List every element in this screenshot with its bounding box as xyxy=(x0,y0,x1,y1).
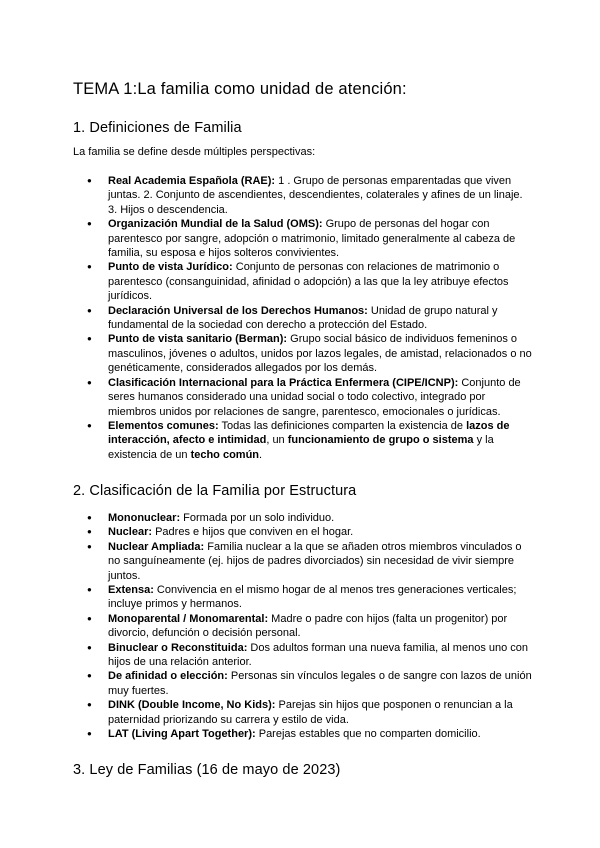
classification-text: Madre o padre con hijos (falta un progenitor) por divorcio, defunción o decisión personal. xyxy=(108,612,508,640)
section-heading-definiciones: 1. Definiciones de Familia xyxy=(73,120,242,136)
definition-text: Grupo de personas del hogar con parentesco por sangre, adopción o matrimonio, limitado generalmente al cabeza de familia, su esposa e hijos solteros convivientes. xyxy=(108,218,516,260)
definition-text: Conjunto de personas con relaciones de matrimonio o parentesco (consanguinidad, afinidad o adopción) a las que la ley atribuye efectos jurídicos. xyxy=(108,261,509,303)
definition-term: Real Academia Española (RAE): xyxy=(108,175,276,187)
definition-term: Punto de vista Jurídico: xyxy=(108,261,233,274)
classification-term: Extensa: xyxy=(108,584,154,597)
classification-term: De afinidad o elección: xyxy=(108,670,228,683)
classification-term: Binuclear o Reconstituida: xyxy=(108,641,248,654)
classification-term: Mononuclear: xyxy=(108,512,181,524)
definition-term: Organización Mundial de la Salud (OMS): xyxy=(108,218,323,231)
list-item xyxy=(73,376,533,419)
definition-text: Grupo social básico de individuos femeninos o masculinos, jóvenes o adultos, unidos por lazos legales, de amistad, relacionados o no genéticamente, considerados allegados por los demás. xyxy=(108,333,532,375)
list-item xyxy=(73,260,533,303)
list-item xyxy=(73,727,533,741)
classification-text: Convivencia en el mismo hogar de al menos tres generaciones verticales; incluye primos y hermanos. xyxy=(108,584,517,611)
common-text-1: Todas las definiciones comparten la existencia de xyxy=(218,419,467,432)
list-item xyxy=(73,217,533,260)
definition-text: Conjunto de seres humanos considerado una unidad social o todo colectivo, integrado por miembros unidos por relaciones de sangre, parentesco, emocionales o jurídicas. xyxy=(108,376,521,418)
list-item xyxy=(73,583,533,612)
classification-text: Parejas estables que no comparten domicilio. xyxy=(255,728,481,741)
classification-term: Nuclear Ampliada: xyxy=(108,540,205,553)
common-text-4: . xyxy=(259,448,263,461)
list-item xyxy=(73,174,533,217)
definition-text: 1 . Grupo de personas emparentadas que viven juntas. 2. Conjunto de ascendientes, descendientes, colaterales y afines de un linaje. 3. Hijos o descendencia. xyxy=(108,175,523,216)
list-item-common-elements xyxy=(73,419,533,462)
common-bold-2: funcionamiento de grupo o sistema xyxy=(287,434,474,447)
list-item xyxy=(73,511,533,525)
list-item xyxy=(73,698,533,727)
classification-term: LAT (Living Apart Together): xyxy=(108,728,256,741)
classification-text: Familia nuclear a la que se añaden otros miembros vinculados o no sanguíneamente (ej. hijos de padres divorciados) sin necesidad de vivir siempre juntos. xyxy=(108,540,522,582)
classification-text: Personas sin vínculos legales o de sangre con lazos de unión muy fuertes. xyxy=(108,670,532,697)
common-text-2: , un xyxy=(266,434,288,447)
list-item xyxy=(73,332,533,375)
list-item xyxy=(73,304,533,333)
classification-text: Formada por un solo individuo. xyxy=(180,512,335,524)
common-text-3: y la existencia de un xyxy=(108,434,494,461)
classification-text: Dos adultos forman una nueva familia, al menos uno con hijos de una relación anterior. xyxy=(108,641,529,669)
classification-list xyxy=(73,511,533,742)
list-item xyxy=(73,669,533,698)
definition-text: Unidad de grupo natural y fundamental de la sociedad con derecho a protección del Estado. xyxy=(108,304,498,332)
list-item xyxy=(73,641,533,670)
list-item xyxy=(73,525,533,539)
section-heading-clasificacion: 2. Clasificación de la Familia por Estructura xyxy=(73,483,357,499)
classification-term: DINK (Double Income, No Kids): xyxy=(108,699,276,712)
classification-text: Padres e hijos que conviven en el hogar. xyxy=(152,526,354,539)
list-item xyxy=(73,612,533,641)
definitions-list xyxy=(73,174,533,462)
section-heading-ley-familias: 3. Ley de Familias (16 de mayo de 2023) xyxy=(73,762,341,778)
classification-text: Parejas sin hijos que posponen o renuncian a la paternidad priorizando su carrera y estilo de vida. xyxy=(108,699,513,726)
common-bold-3: techo común xyxy=(190,448,260,461)
definition-term: Clasificación Internacional para la Práctica Enfermera (CIPE/ICNP): xyxy=(108,376,459,389)
common-bold-1: lazos de interacción, afecto e intimidad xyxy=(108,419,510,447)
definition-term: Declaración Universal de los Derechos Humanos: xyxy=(108,304,368,317)
classification-term: Monoparental / Monomarental: xyxy=(108,612,269,625)
definition-term: Punto de vista sanitario (Berman): xyxy=(108,333,288,346)
section-intro: La familia se define desde múltiples perspectivas: xyxy=(73,146,316,158)
classification-term: Nuclear: xyxy=(108,526,153,539)
document-title: TEMA 1:La familia como unidad de atención: xyxy=(73,80,407,98)
list-item xyxy=(73,540,533,583)
definition-term: Elementos comunes: xyxy=(108,419,219,432)
